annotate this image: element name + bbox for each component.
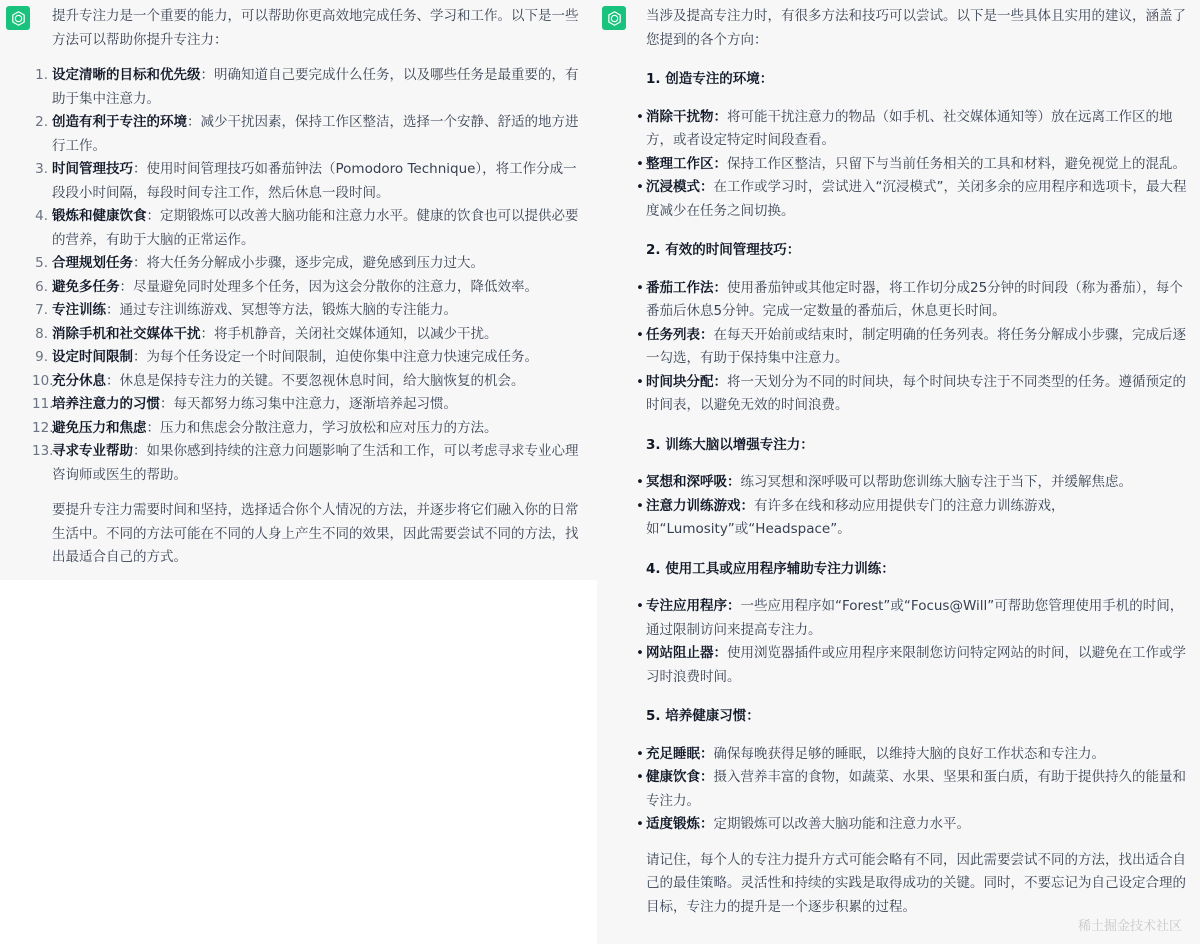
list-item-text: ：如果你感到持续的注意力问题影响了生活和工作，可以考虑寻求专业心理咨询师或医生的帮助。 [52, 443, 579, 483]
list-item-title: 网站阻止器： [646, 645, 727, 661]
list-item-title: 时间管理技巧 [52, 161, 133, 177]
list-item-number: 3. [35, 161, 48, 177]
list-item-title: 任务列表： [646, 326, 714, 343]
list-item [636, 153, 1191, 177]
list-item-number: 13. [32, 443, 54, 459]
list-item-text: 使用浏览器插件或应用程序来限制您访问特定网站的时间，以避免在工作或学习时浪费时间。 [646, 645, 1186, 685]
list-item-text: 有许多在线和移动应用提供专门的注意力训练游戏，如“Lumosity”或“Headspace”。 [646, 497, 1065, 537]
right-closing-text: 请记住，每个人的专注力提升方式可能会略有不同，因此需要尝试不同的方法，找出适合自己的最佳策略。灵活性和持续的实践是取得成功的关键。同时，不要忘记为自己设定合理的目标，专注力的提升是一个逐步积累的过程。 [646, 851, 1186, 915]
list-item-text: ：每天都努力练习集中注意力，逐渐培养起习惯。 [160, 396, 457, 412]
list-item [636, 324, 1191, 371]
list-item [32, 370, 590, 394]
list-item [636, 277, 1191, 324]
list-item-number: 10. [32, 372, 54, 389]
bullet-icon: • [636, 816, 644, 832]
list-item-number: 8. [35, 325, 48, 342]
list-item-title: 寻求专业帮助 [52, 443, 133, 459]
list-item-text: 使用番茄钟或其他定时器，将工作切分成25分钟的时间段（称为番茄），每个番茄后休息5分钟。完成一定数量的番茄后，休息更长时间。 [646, 279, 1183, 319]
list-item-text: 确保每晚获得足够的睡眠，以维持大脑的良好工作状态和专注力。 [713, 745, 1105, 762]
list-item-number: 12. [32, 419, 54, 436]
list-item [35, 323, 590, 347]
list-item-number: 9. [35, 349, 48, 365]
list-item-text: 练习冥想和深呼吸可以帮助您训练大脑专注于当下，并缓解焦虑。 [740, 474, 1132, 490]
list-item-title: 整理工作区： [646, 155, 727, 172]
bullet-icon: • [636, 155, 644, 172]
bullet-icon: • [636, 108, 644, 125]
left-chat-message [0, 0, 597, 580]
list-item-title: 避免压力和焦虑 [52, 419, 147, 436]
list-item [35, 252, 590, 276]
list-item-text: ：为每个任务设定一个时间限制，迫使你集中注意力快速完成任务。 [133, 349, 538, 365]
list-item [636, 176, 1191, 223]
list-item [32, 393, 590, 417]
list-item [35, 111, 590, 158]
right-message-content [636, 5, 1191, 919]
list-item [35, 299, 590, 323]
list-item-title: 沉浸模式： [646, 179, 714, 195]
list-item-text: 在工作或学习时，尝试进入“沉浸模式”，关闭多余的应用程序和选项卡，最大程度减少在任务之间切换。 [646, 179, 1187, 219]
list-item-text: 保持工作区整洁，只留下与当前任务相关的工具和材料，避免视觉上的混乱。 [727, 155, 1186, 172]
bullet-icon: • [636, 474, 644, 490]
list-item-title: 充足睡眠： [646, 745, 714, 762]
list-item-title: 锻炼和健康饮食 [52, 208, 147, 224]
bullet-icon: • [636, 326, 644, 343]
list-item-title: 设定清晰的目标和优先级 [52, 67, 201, 83]
right-chat-message [597, 0, 1200, 944]
bullet-list [636, 106, 1191, 224]
list-item [636, 813, 1191, 837]
section-heading: 5. 培养健康习惯： [646, 708, 760, 724]
list-item-title: 冥想和深呼吸： [646, 474, 741, 490]
list-item-text: ：使用时间管理技巧如番茄钟法（Pomodoro Technique），将工作分成一段段小时间隔，每段时间专注工作，然后休息一段时间。 [52, 161, 577, 201]
list-item-text: 在每天开始前或结束时，制定明确的任务列表。将任务分解成小步骤，完成后逐一勾选，有助于保持集中注意力。 [646, 326, 1186, 366]
bullet-list [636, 471, 1191, 542]
list-item-title: 培养注意力的习惯 [52, 396, 160, 412]
list-item-number: 4. [35, 208, 48, 224]
list-item-title: 消除干扰物： [646, 108, 727, 125]
section-heading: 1. 创造专注的环境： [646, 71, 774, 87]
list-item [32, 440, 590, 487]
list-item-text: 定期锻炼可以改善大脑功能和注意力水平。 [713, 816, 970, 832]
left-intro-text: 提升专注力是一个重要的能力，可以帮助你更高效地完成任务、学习和工作。以下是一些方法可以帮助你提升专注力： [52, 8, 579, 48]
bullet-icon: • [636, 279, 644, 296]
list-item-text: ：休息是保持专注力的关键。不要忽视休息时间，给大脑恢复的机会。 [106, 372, 525, 389]
section-heading: 3. 训练大脑以增强专注力： [646, 436, 814, 453]
bullet-list [636, 743, 1191, 837]
openai-logo-icon [602, 6, 626, 30]
list-item-number: 11. [32, 396, 54, 412]
right-sections [636, 68, 1191, 837]
list-item-title: 充分休息 [52, 372, 106, 389]
list-item [35, 64, 590, 111]
list-item [32, 417, 590, 441]
list-item [636, 642, 1191, 689]
list-item-text: 将可能干扰注意力的物品（如手机、社交媒体通知等）放在远离工作区的地方，或者设定特定时间段查看。 [646, 108, 1173, 148]
list-item [636, 495, 1191, 542]
list-item-number: 7. [35, 302, 48, 318]
bullet-icon: • [636, 769, 644, 785]
list-item-title: 创造有利于专注的环境 [52, 114, 187, 130]
bullet-list [636, 595, 1191, 689]
list-item-title: 健康饮食： [646, 769, 714, 785]
list-item-text: 将一天划分为不同的时间块，每个时间块专注于不同类型的任务。遵循预定的时间表，以避免无效的时间浪费。 [646, 373, 1186, 413]
list-item-title: 合理规划任务 [52, 255, 133, 271]
list-item-title: 消除手机和社交媒体干扰 [52, 325, 201, 342]
left-message-content [32, 5, 590, 570]
list-item-text: 摄入营养丰富的食物，如蔬菜、水果、坚果和蛋白质，有助于提供持久的能量和专注力。 [646, 769, 1186, 809]
list-item-title: 适度锻炼： [646, 816, 714, 832]
watermark: 稀土掘金技术社区 [1077, 919, 1182, 934]
list-item-text: 一些应用程序如“Forest”或“Focus@Will”可帮助您管理使用手机的时间，通过限制访问来提高专注力。 [646, 598, 1184, 638]
bullet-icon: • [636, 645, 644, 661]
list-item-title: 注意力训练游戏： [646, 497, 754, 514]
list-item-title: 专注应用程序： [646, 598, 741, 614]
list-item-text: ：定期锻炼可以改善大脑功能和注意力水平。健康的饮食也可以提供必要的营养，有助于大脑的正常运作。 [52, 208, 579, 248]
list-item [636, 471, 1191, 495]
list-item-text: ：将手机静音，关闭社交媒体通知，以减少干扰。 [200, 325, 498, 342]
list-item-number: 2. [35, 114, 48, 130]
list-item [35, 276, 590, 300]
list-item-text: ：明确知道自己要完成什么任务，以及哪些任务是最重要的，有助于集中注意力。 [52, 67, 579, 107]
list-item-text: ：压力和焦虑会分散注意力，学习放松和应对压力的方法。 [146, 419, 498, 436]
section-heading: 4. 使用工具或应用程序辅助专注力训练： [646, 560, 895, 577]
list-item [35, 346, 590, 370]
list-item-text: ：减少干扰因素，保持工作区整洁，选择一个安静、舒适的地方进行工作。 [52, 114, 579, 154]
list-item-title: 避免多任务 [52, 278, 120, 295]
section-heading: 2. 有效的时间管理技巧： [646, 242, 801, 258]
openai-logo-icon [6, 6, 30, 30]
bullet-icon: • [636, 598, 644, 614]
list-item [636, 743, 1191, 767]
list-item-text: ：将大任务分解成小步骤，逐步完成，避免感到压力过大。 [133, 255, 484, 271]
right-intro-text: 当涉及提高专注力时，有很多方法和技巧可以尝试。以下是一些具体且实用的建议，涵盖了您提到的各个方向： [646, 8, 1186, 48]
left-outro-text: 要提升专注力需要时间和坚持，选择适合你个人情况的方法，并逐步将它们融入你的日常生活中。不同的方法可能在不同的人身上产生不同的效果，因此需要尝试不同的方法，找出最适合自己的方式。 [52, 502, 579, 565]
list-item-title: 番茄工作法： [646, 279, 727, 296]
list-item [636, 106, 1191, 153]
bullet-icon: • [636, 745, 644, 762]
list-item-title: 设定时间限制 [52, 349, 133, 365]
list-item [636, 595, 1191, 642]
list-item [35, 158, 590, 205]
left-numbered-list [32, 64, 590, 487]
bullet-list [636, 277, 1191, 418]
list-item-text: ：通过专注训练游戏、冥想等方法，锻炼大脑的专注能力。 [106, 302, 457, 318]
list-item [636, 766, 1191, 813]
bullet-icon: • [636, 497, 644, 514]
list-item-number: 6. [35, 278, 48, 295]
bullet-icon: • [636, 373, 644, 390]
list-item [636, 371, 1191, 418]
list-item-text: ：尽量避免同时处理多个任务，因为这会分散你的注意力，降低效率。 [119, 278, 538, 295]
list-item-number: 1. [35, 67, 48, 83]
bullet-icon: • [636, 179, 644, 195]
list-item-number: 5. [35, 255, 48, 271]
list-item-title: 专注训练 [52, 302, 106, 318]
list-item [35, 205, 590, 252]
list-item-title: 时间块分配： [646, 373, 727, 390]
